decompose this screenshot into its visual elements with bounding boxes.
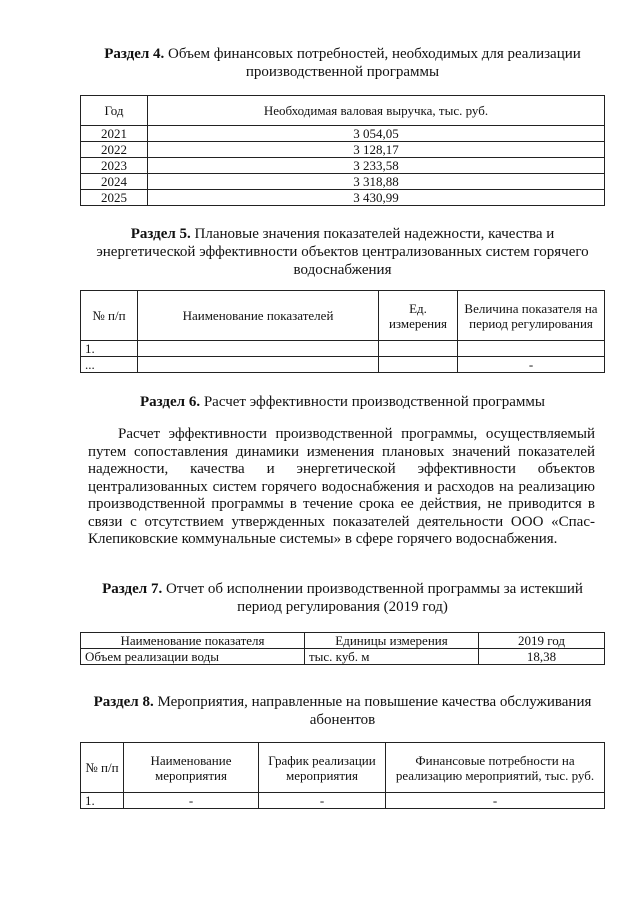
table-cell: 3 430,99	[148, 190, 605, 206]
table-cell: ...	[81, 357, 138, 373]
section-6-title: Расчет эффективности производственной программы	[200, 394, 545, 410]
section-4-number: Раздел 4.	[104, 46, 165, 62]
table-header: Финансовые потребности на реализацию мероприятий, тыс. руб.	[386, 743, 605, 793]
section-7-table	[80, 632, 605, 665]
table-cell	[138, 357, 379, 373]
section-8-number: Раздел 8.	[93, 694, 154, 710]
section-5-number: Раздел 5.	[130, 226, 191, 242]
table-header: Ед. измерения	[379, 291, 458, 341]
table-row	[81, 126, 605, 142]
table-cell: -	[124, 793, 259, 809]
section-5-title: Плановые значения показателей надежности, качества и энергетической эффективности объектов централизованных систем горячего водоснабжения	[96, 226, 589, 278]
table-cell: 1.	[81, 793, 124, 809]
table-header: № п/п	[81, 743, 124, 793]
table-cell: тыс. куб. м	[305, 649, 479, 665]
table-cell: 2025	[81, 190, 148, 206]
section-8-title: Мероприятия, направленные на повышение качества обслуживания абонентов	[153, 694, 592, 728]
table-cell: -	[259, 793, 386, 809]
table-row	[81, 174, 605, 190]
table-cell	[379, 357, 458, 373]
table-cell: 3 054,05	[148, 126, 605, 142]
section-4-table	[80, 95, 605, 206]
table-row	[81, 357, 605, 373]
table-row	[81, 341, 605, 357]
section-7-title: Отчет об исполнении производственной программы за истекший период регулирования (2019 год)	[162, 581, 583, 615]
table-header: График реализации мероприятия	[259, 743, 386, 793]
table-row	[81, 142, 605, 158]
table-cell	[138, 341, 379, 357]
section-4-title: Объем финансовых потребностей, необходимых для реализации производственной программы	[164, 46, 581, 80]
section-8-table	[80, 742, 605, 809]
table-cell: 2021	[81, 126, 148, 142]
table-cell	[458, 341, 605, 357]
table-cell	[379, 341, 458, 357]
table-row	[81, 633, 605, 649]
table-header: Наименование показателя	[81, 633, 305, 649]
section-7-number: Раздел 7.	[102, 581, 163, 597]
table-cell: 3 318,88	[148, 174, 605, 190]
table-cell: -	[386, 793, 605, 809]
table-header: № п/п	[81, 291, 138, 341]
section-5-table	[80, 290, 605, 373]
table-header: Наименование показателей	[138, 291, 379, 341]
table-row	[81, 190, 605, 206]
table-header: 2019 год	[479, 633, 605, 649]
table-cell: -	[458, 357, 605, 373]
table-cell: 2024	[81, 174, 148, 190]
table-cell: 2022	[81, 142, 148, 158]
table-header: Единицы измерения	[305, 633, 479, 649]
table-cell: Объем реализации воды	[81, 649, 305, 665]
section-6-number: Раздел 6.	[140, 394, 201, 410]
section-4-heading	[80, 45, 605, 81]
table-cell: 1.	[81, 341, 138, 357]
table-cell: 3 128,17	[148, 142, 605, 158]
table-header: Наименование мероприятия	[124, 743, 259, 793]
section-7-heading	[80, 580, 605, 616]
table-cell: 18,38	[479, 649, 605, 665]
table-cell: 3 233,58	[148, 158, 605, 174]
table-header: Необходимая валовая выручка, тыс. руб.	[148, 96, 605, 126]
section-6-paragraph: Расчет эффективности производственной программы, осуществляемый путем сопоставления динамики изменения плановых значений показателей надежности, качества и энергетической эффективности объектов централизованных систем горячего водоснабжения и расходов на реализацию производственной программы в течение срока ее действия, не приводится в связи с отсутствием утвержденных показателей деятельности ООО «Спас-Клепиковские коммунальные системы» в сфере горячего водоснабжения.	[88, 426, 595, 547]
table-header: Величина показателя на период регулирования	[458, 291, 605, 341]
table-header: Год	[81, 96, 148, 126]
table-row	[81, 158, 605, 174]
section-6-heading	[80, 393, 605, 411]
section-5-heading	[80, 225, 605, 279]
section-8-heading	[80, 693, 605, 729]
table-row	[81, 793, 605, 809]
table-row	[81, 649, 605, 665]
table-cell: 2023	[81, 158, 148, 174]
